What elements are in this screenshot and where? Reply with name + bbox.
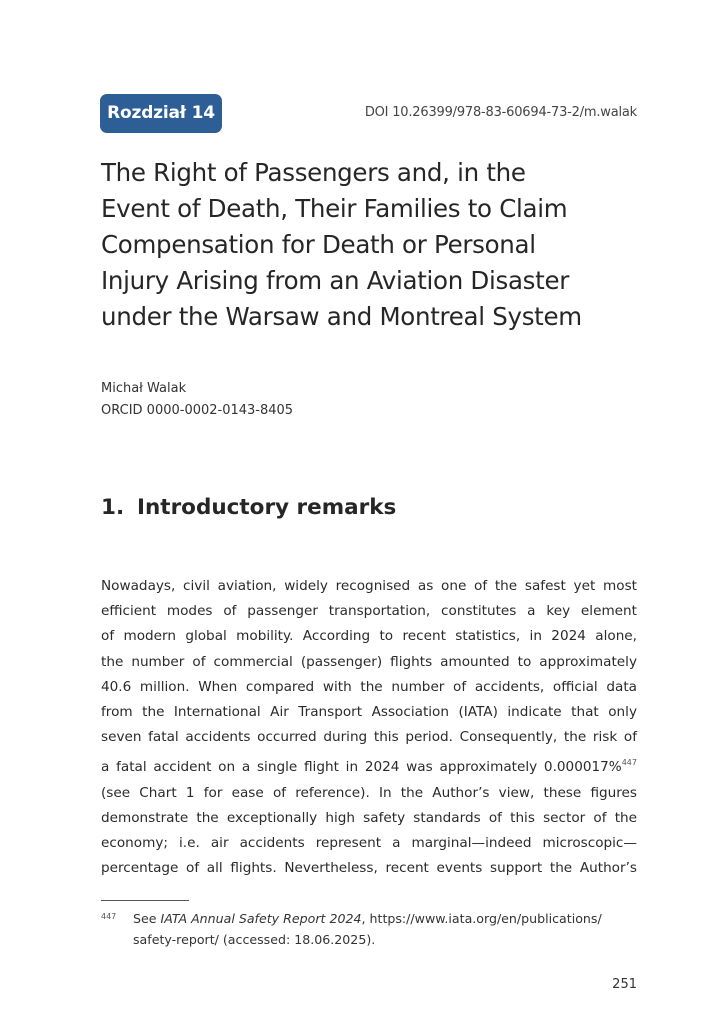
footnote-divider — [101, 900, 189, 901]
title-line: Event of Death, Their Families to Claim — [101, 194, 568, 223]
section-number: 1. — [101, 495, 125, 520]
author-name: Michał Walak — [101, 381, 187, 396]
title-line: under the Warsaw and Montreal System — [101, 302, 582, 331]
body-line: Nowadays, civil aviation, widely recognised as one of the safest yet most — [101, 578, 637, 594]
body-line: percentage of all flights. Nevertheless, recent events support the Author’s — [101, 860, 637, 877]
body-line: economy; i.e. air accidents represent a marginal—indeed microscopic— — [101, 835, 637, 852]
chapter-badge: Rozdział 14 — [100, 94, 222, 133]
footnote-line-2: safety-report/ (accessed: 18.06.2025). — [133, 932, 376, 947]
footnote-reference[interactable]: 447 — [621, 758, 637, 768]
footnote-see: See — [133, 911, 161, 926]
body-line: the number of commercial (passenger) flights amounted to approximately — [101, 653, 637, 670]
title-line: The Right of Passengers and, in the — [101, 158, 526, 187]
body-line: seven fatal accidents occurred during this period. Consequently, the risk of — [101, 729, 637, 746]
body-paragraph — [101, 574, 637, 881]
section-title: Introductory remarks — [137, 495, 397, 520]
body-line: efficient modes of passenger transportation, constitutes a key element — [101, 603, 637, 620]
body-line: of modern global mobility. According to recent statistics, in 2024 alone, — [101, 628, 637, 645]
footnote-mark: 447 — [101, 912, 117, 921]
footnote-url[interactable]: , https://www.iata.org/en/publications/ — [361, 911, 602, 926]
author-block — [101, 378, 293, 422]
title-line: Injury Arising from an Aviation Disaster — [101, 266, 569, 295]
author-orcid: ORCID 0000-0002-0143-8405 — [101, 403, 294, 418]
section-heading — [101, 495, 396, 520]
body-line: (see Chart 1 for ease of reference). In the Author’s view, these figures — [101, 784, 637, 801]
footnote — [101, 908, 641, 950]
body-line: demonstrate the exceptionally high safety standards of this sector of the — [101, 809, 637, 826]
doi-text: DOI 10.26399/978-83-60694-73-2/m.walak — [364, 105, 637, 120]
footnote-source-title: IATA Annual Safety Report 2024 — [160, 911, 362, 926]
body-line-text: a fatal accident on a single flight in 2024 was approximately 0.000017% — [101, 759, 622, 776]
body-line: 40.6 million. When compared with the number of accidents, official data — [101, 678, 637, 695]
body-line: from the International Air Transport Association (IATA) indicate that only — [101, 704, 637, 721]
page-title — [101, 155, 641, 335]
title-line: Compensation for Death or Personal — [101, 230, 536, 259]
body-line-with-ref — [101, 750, 637, 780]
page-number: 251 — [612, 977, 637, 992]
